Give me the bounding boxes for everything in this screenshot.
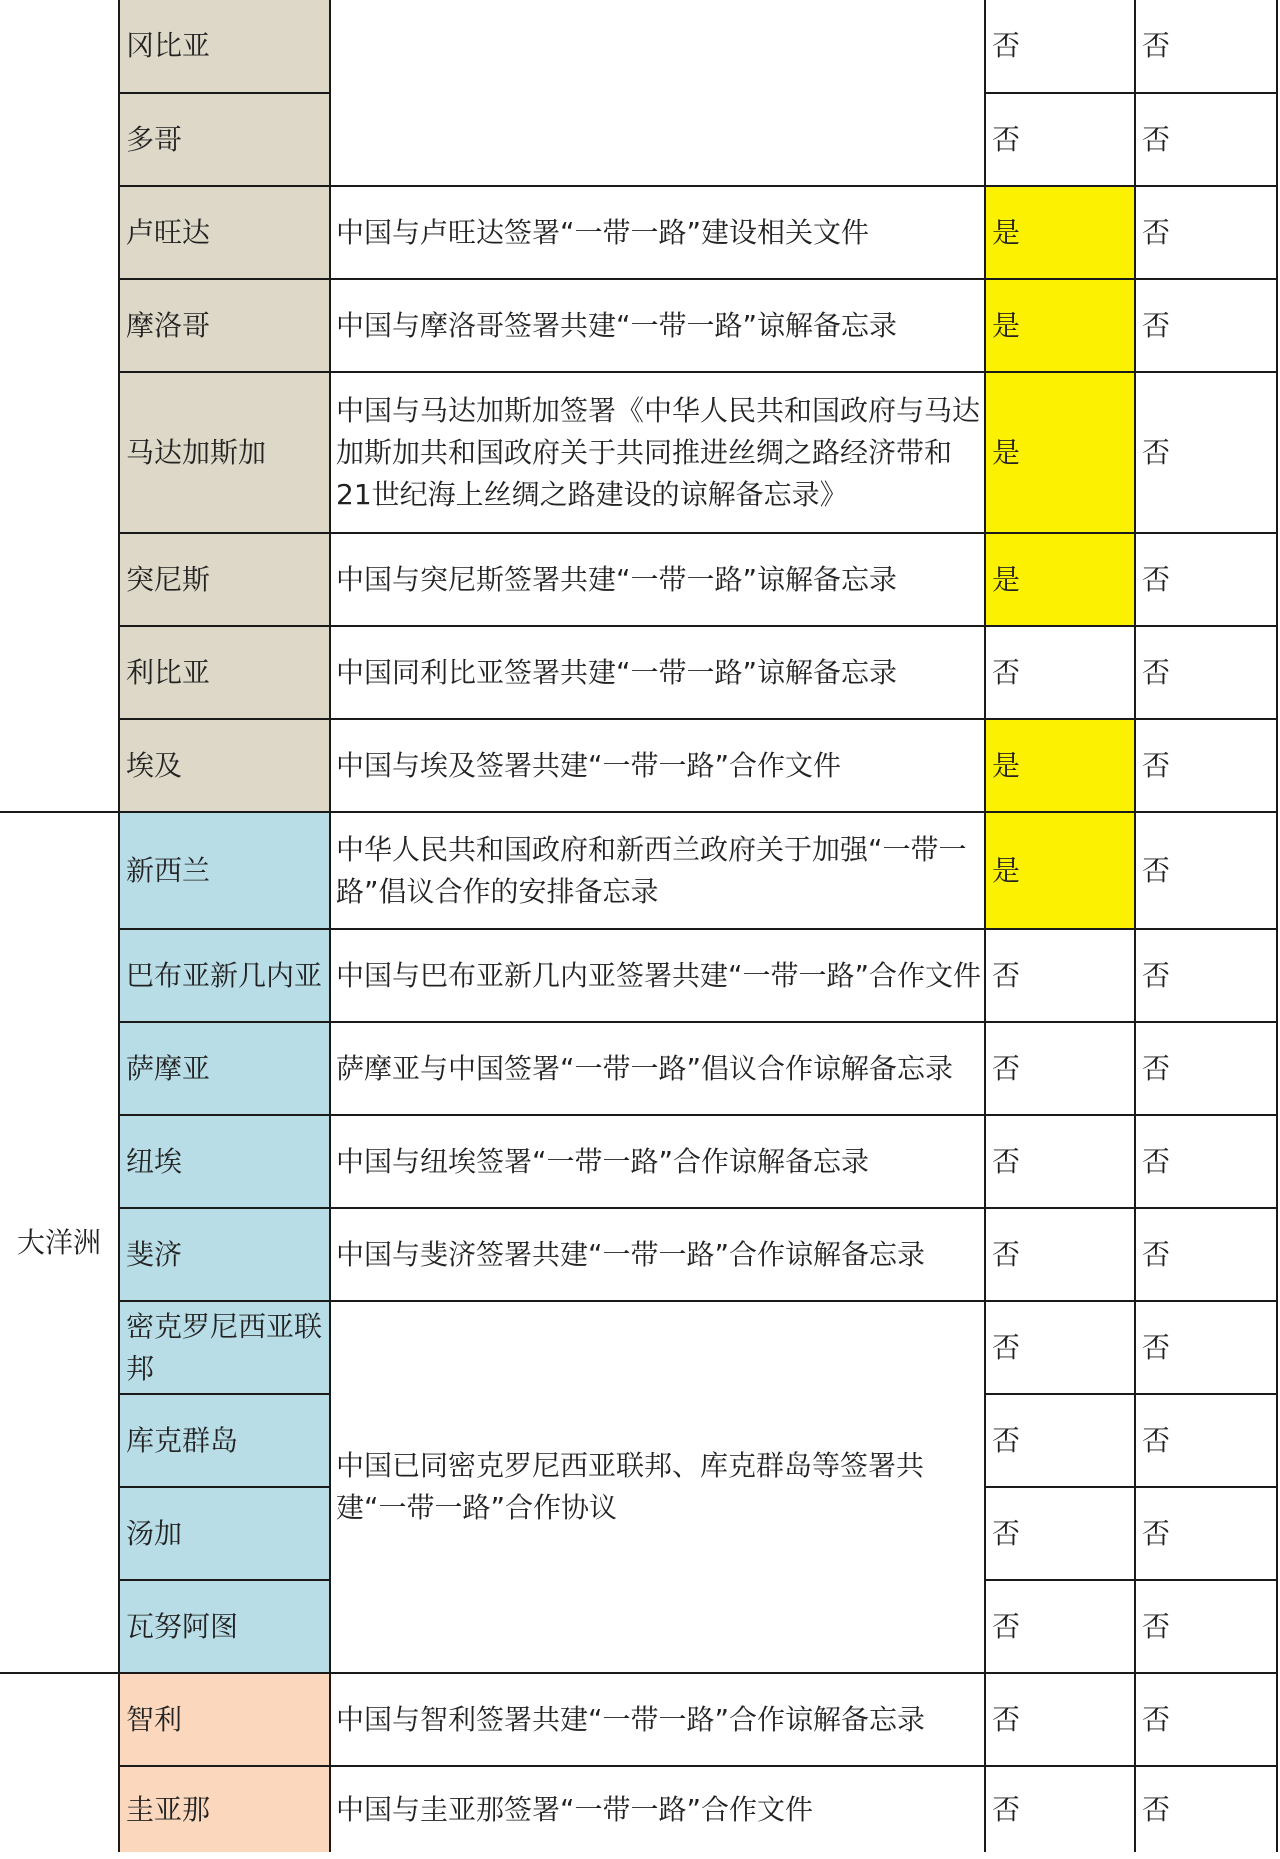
flag-cell-1: 否: [985, 1022, 1135, 1115]
document-cell: 中国同利比亚签署共建“一带一路”谅解备忘录: [330, 626, 985, 719]
flag-cell-2: 否: [1135, 1766, 1277, 1852]
country-cell: 马达加斯加: [119, 372, 330, 533]
table-row: [0, 1208, 1277, 1301]
flag-cell-1: 否: [985, 1673, 1135, 1766]
flag-cell-2: 否: [1135, 1115, 1277, 1208]
country-cell: 圭亚那: [119, 1766, 330, 1852]
document-cell: 中国与巴布亚新几内亚签署共建“一带一路”合作文件: [330, 929, 985, 1022]
flag-cell-2: 否: [1135, 372, 1277, 533]
flag-cell-1: 是: [985, 279, 1135, 372]
flag-cell-1: 否: [985, 1580, 1135, 1673]
flag-cell-1: 否: [985, 1208, 1135, 1301]
table-row: [0, 1115, 1277, 1208]
flag-cell-1: 否: [985, 1487, 1135, 1580]
region-cell-oceania: 大洋洲: [0, 812, 119, 1673]
flag-cell-2: 否: [1135, 1208, 1277, 1301]
table-row: [0, 929, 1277, 1022]
flag-cell-2: 否: [1135, 533, 1277, 626]
flag-cell-2: 否: [1135, 0, 1277, 93]
flag-cell-1: 否: [985, 626, 1135, 719]
flag-cell-2: 否: [1135, 1394, 1277, 1487]
document-cell: [330, 0, 985, 186]
flag-cell-2: 否: [1135, 812, 1277, 929]
country-cell: 密克罗尼西亚联邦: [119, 1301, 330, 1394]
flag-cell-2: 否: [1135, 93, 1277, 186]
flag-cell-1: 否: [985, 1394, 1135, 1487]
table-row: [0, 719, 1277, 812]
flag-cell-1: 是: [985, 812, 1135, 929]
country-cell: 汤加: [119, 1487, 330, 1580]
country-cell: 突尼斯: [119, 533, 330, 626]
country-cell: 摩洛哥: [119, 279, 330, 372]
flag-cell-1: 否: [985, 1115, 1135, 1208]
table-row: [0, 372, 1277, 533]
country-cell: 斐济: [119, 1208, 330, 1301]
table-row: [0, 1766, 1277, 1852]
table-row: [0, 1301, 1277, 1394]
country-cell: 卢旺达: [119, 186, 330, 279]
flag-cell-1: 是: [985, 372, 1135, 533]
country-cell: 利比亚: [119, 626, 330, 719]
flag-cell-2: 否: [1135, 1673, 1277, 1766]
country-cell: 新西兰: [119, 812, 330, 929]
flag-cell-2: 否: [1135, 186, 1277, 279]
document-cell: 中国与摩洛哥签署共建“一带一路”谅解备忘录: [330, 279, 985, 372]
flag-cell-2: 否: [1135, 719, 1277, 812]
table-row: [0, 1022, 1277, 1115]
flag-cell-1: 否: [985, 93, 1135, 186]
flag-cell-1: 否: [985, 1301, 1135, 1394]
document-cell: 萨摩亚与中国签署“一带一路”倡议合作谅解备忘录: [330, 1022, 985, 1115]
country-cell: 智利: [119, 1673, 330, 1766]
country-cell: 萨摩亚: [119, 1022, 330, 1115]
flag-cell-1: 是: [985, 186, 1135, 279]
flag-cell-2: 否: [1135, 279, 1277, 372]
flag-cell-1: 否: [985, 1766, 1135, 1852]
table-row: [0, 186, 1277, 279]
flag-cell-2: 否: [1135, 1580, 1277, 1673]
country-cell: 纽埃: [119, 1115, 330, 1208]
document-cell: 中国与卢旺达签署“一带一路”建设相关文件: [330, 186, 985, 279]
document-cell: 中国与斐济签署共建“一带一路”合作谅解备忘录: [330, 1208, 985, 1301]
table-row: [0, 812, 1277, 929]
country-cell: 多哥: [119, 93, 330, 186]
flag-cell-2: 否: [1135, 1487, 1277, 1580]
country-cell: 埃及: [119, 719, 330, 812]
table-row: [0, 0, 1277, 93]
flag-cell-2: 否: [1135, 1022, 1277, 1115]
document-cell: 中华人民共和国政府和新西兰政府关于加强“一带一路”倡议合作的安排备忘录: [330, 812, 985, 929]
flag-cell-1: 否: [985, 929, 1135, 1022]
region-cell-africa: [0, 0, 119, 812]
table-row: [0, 533, 1277, 626]
document-cell: 中国与纽埃签署“一带一路”合作谅解备忘录: [330, 1115, 985, 1208]
flag-cell-2: 否: [1135, 626, 1277, 719]
document-cell: 中国与突尼斯签署共建“一带一路”谅解备忘录: [330, 533, 985, 626]
country-cell: 巴布亚新几内亚: [119, 929, 330, 1022]
document-cell: 中国与埃及签署共建“一带一路”合作文件: [330, 719, 985, 812]
flag-cell-1: 否: [985, 0, 1135, 93]
flag-cell-1: 是: [985, 719, 1135, 812]
country-cell: 冈比亚: [119, 0, 330, 93]
flag-cell-2: 否: [1135, 1301, 1277, 1394]
document-cell: 中国与圭亚那签署“一带一路”合作文件: [330, 1766, 985, 1852]
region-cell-south-america: [0, 1673, 119, 1852]
country-cell: 库克群岛: [119, 1394, 330, 1487]
table-row: [0, 626, 1277, 719]
document-cell: 中国与马达加斯加签署《中华人民共和国政府与马达加斯加共和国政府关于共同推进丝绸之路经济带和21世纪海上丝绸之路建设的谅解备忘录》: [330, 372, 985, 533]
flag-cell-2: 否: [1135, 929, 1277, 1022]
document-cell: 中国已同密克罗尼西亚联邦、库克群岛等签署共建“一带一路”合作协议: [330, 1301, 985, 1673]
document-cell: 中国与智利签署共建“一带一路”合作谅解备忘录: [330, 1673, 985, 1766]
table-row: [0, 279, 1277, 372]
table-row: [0, 1673, 1277, 1766]
country-cell: 瓦努阿图: [119, 1580, 330, 1673]
flag-cell-1: 是: [985, 533, 1135, 626]
